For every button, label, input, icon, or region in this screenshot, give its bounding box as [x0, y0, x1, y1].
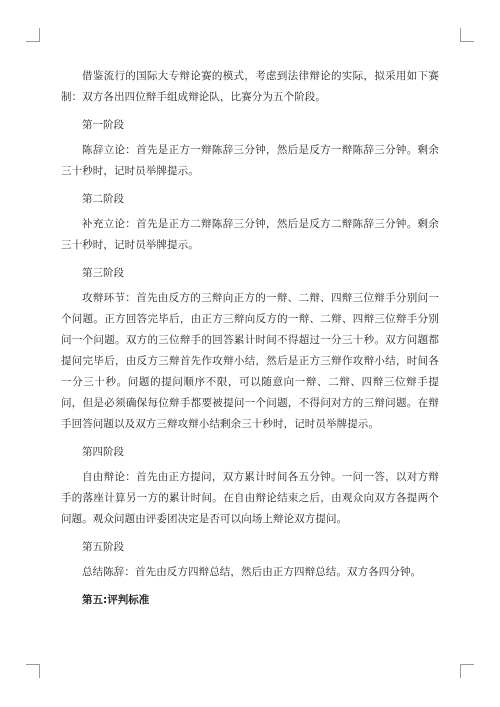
section-heading-4: 第四阶段: [82, 446, 124, 458]
section-body-2: 补充立论：首先是正方二辩陈辞三分钟，然后是反方二辩陈辞三分钟。剩余三十秒时，记时员举牌提示。: [61, 218, 439, 251]
section-body-5: 总结陈辞：首先由反方四辩总结，然后由正方四辩总结。双方各四分钟。: [82, 566, 422, 578]
section-body-3: 攻辩环节：首先由反方的三辩向正方的一辩、二辩、四辩三位辩手分别问一个问题。正方回答完毕后，由正方三辩向反方的一辩、二辩、四辩三位辩手分别问一个问题。双方的三位辩手的回答累计时间不得超过一分三十秒。双方问题都提问完毕后，由反方三辩首先作攻辩小结，然后是正方三辩作攻辩小结，时间各一分三十秒。问题的提问顺序不限，可以随意向一辩、二辩、四辩三位辩手提问，但是必须确保每位辩手都要被提问一个问题，不得问对方的三辩问题。在辩手回答问题以及双方三辩攻辩小结剩余三十秒时，记时员举牌提示。: [61, 292, 439, 430]
final-heading: 第五:评判标准: [82, 594, 150, 606]
intro-paragraph: 借鉴流行的国际大专辩论赛的模式，考虑到法律辩论的实际，拟采用如下赛制：双方各出四位辩手组成辩论队，比赛分为五个阶段。: [61, 70, 439, 103]
crop-mark-bottom-right: [460, 664, 474, 678]
document-body: [61, 66, 439, 615]
section-heading-2: 第二阶段: [82, 193, 124, 205]
section-heading-3: 第三阶段: [82, 267, 124, 279]
crop-mark-top-right: [460, 28, 474, 42]
crop-mark-bottom-left: [26, 664, 40, 678]
section-body-4: 自由辩论：首先由正方提问，双方累计时间各五分钟。一问一答，以对方辩手的落座计算另一方的累计时间。在自由辩论结束之后，由观众向双方各提两个问题。观众问题由评委团决定是否可以向场上辩论双方提问。: [61, 471, 439, 525]
section-heading-5: 第五阶段: [82, 541, 124, 553]
crop-mark-top-left: [26, 28, 40, 42]
section-heading-1: 第一阶段: [82, 119, 124, 131]
section-body-1: 陈辞立论：首先是正方一辩陈辞三分钟，然后是反方一辩陈辞三分钟。剩余三十秒时，记时员举牌提示。: [61, 144, 439, 177]
